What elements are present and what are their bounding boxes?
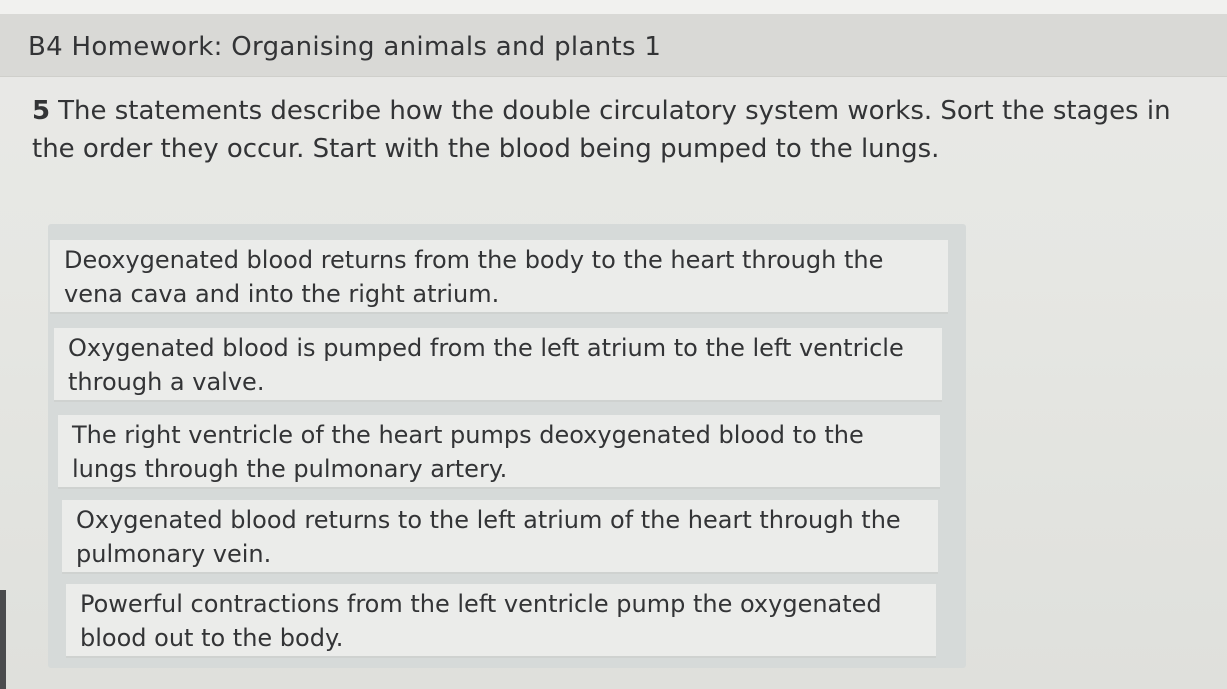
sortable-item-text: Deoxygenated blood returns from the body to the heart through the vena cava and into the right atrium. <box>64 246 884 308</box>
question-number: 5 <box>32 96 51 126</box>
question-prompt <box>32 92 1192 168</box>
sortable-item[interactable] <box>66 584 936 658</box>
sortable-item[interactable] <box>50 240 948 314</box>
top-strip <box>0 0 1227 14</box>
sortable-item-text: The right ventricle of the heart pumps deoxygenated blood to the lungs through the pulmonary artery. <box>72 421 864 483</box>
sortable-item[interactable] <box>62 500 938 574</box>
sortable-item-text: Oxygenated blood is pumped from the left atrium to the left ventricle through a valve. <box>68 334 904 396</box>
page-title: B4 Homework: Organising animals and plants 1 <box>28 32 662 62</box>
screen-edge <box>0 590 6 689</box>
sortable-item-text: Oxygenated blood returns to the left atrium of the heart through the pulmonary vein. <box>76 506 901 568</box>
sortable-item[interactable] <box>58 415 940 489</box>
question-text: The statements describe how the double circulatory system works. Sort the stages in the order they occur. Start with the blood being pumped to the lungs. <box>32 96 1171 164</box>
sortable-item-text: Powerful contractions from the left ventricle pump the oxygenated blood out to the body. <box>80 590 882 652</box>
sortable-item[interactable] <box>54 328 942 402</box>
